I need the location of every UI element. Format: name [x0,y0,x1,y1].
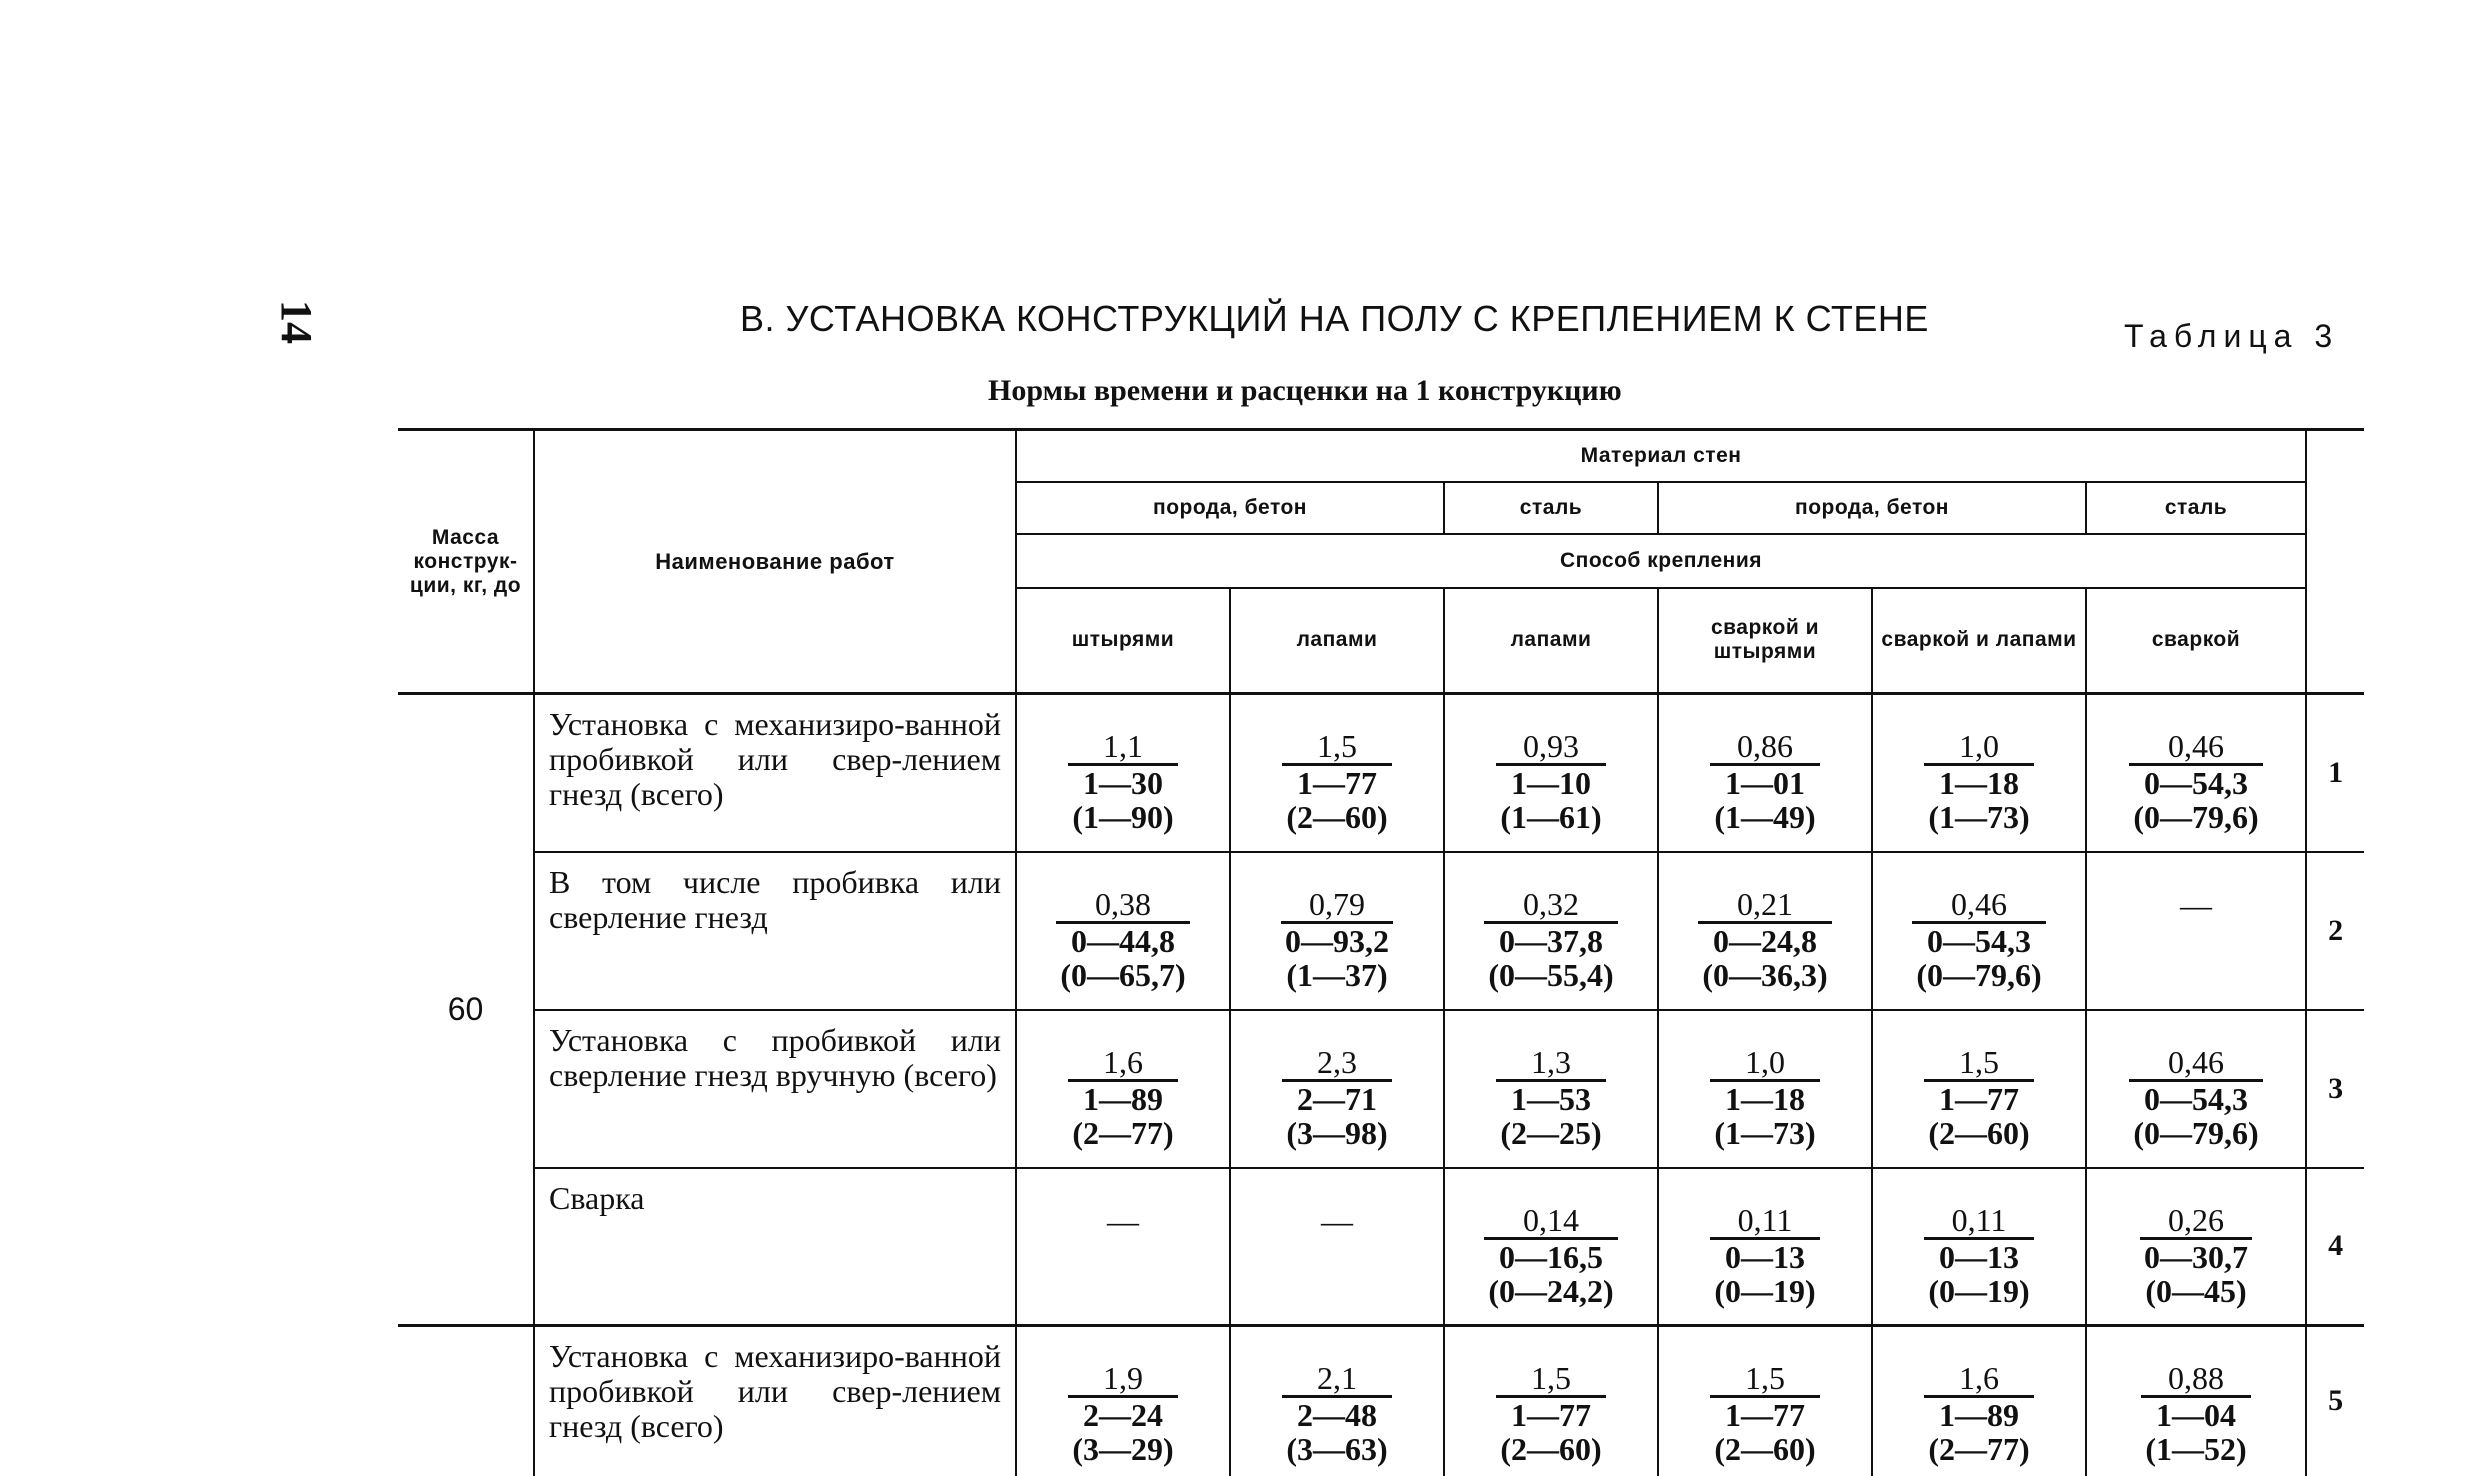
rate-value: 0—13 [1939,1238,2019,1275]
norm-fraction [1068,729,1177,834]
norm-fraction [1924,1361,2033,1466]
header-method: лапами [1230,588,1444,694]
time-norm: 1,5 [1710,1361,1819,1398]
header-mass: Масса конструк-ции, кг, до [398,430,534,694]
rate-value: 0—54,3 [1927,922,2031,959]
time-norm: 1,9 [1068,1361,1177,1398]
rate-value-alt: (2—77) [1072,1114,1174,1151]
rate-value-alt: (1—52) [2145,1431,2247,1467]
rate-value: 1—10 [1511,765,1591,801]
norm-value-cell [2086,1010,2306,1168]
norm-value-cell [1872,1326,2086,1476]
mass-cell [398,1326,534,1476]
norm-fraction [1484,1203,1617,1308]
norm-value-cell [1230,1168,1444,1326]
rate-value: 0—37,8 [1499,922,1603,959]
norm-value-cell [2086,694,2306,852]
rate-value-alt: (0—55,4) [1488,956,1614,993]
rate-value: 1—77 [1511,1397,1591,1433]
norm-fraction [2129,729,2262,834]
rate-value-alt: (0—36,3) [1702,956,1828,993]
rate-value-alt: (0—24,2) [1488,1272,1614,1309]
header-material: порода, бетон [1658,482,2086,534]
rate-value-alt: (0—19) [1928,1272,2030,1309]
norm-fraction [1068,1045,1177,1150]
rate-value-alt: (0—65,7) [1060,956,1186,993]
rate-value: 1—01 [1725,765,1805,801]
norm-fraction [1710,1045,1819,1150]
table-row [398,694,2364,852]
norm-value-cell [1658,1326,1872,1476]
rate-value: 2—24 [1083,1397,1163,1433]
table-row [398,1010,2364,1168]
header-method: штырями [1016,588,1230,694]
norm-fraction [1710,729,1819,834]
rate-value: 0—30,7 [2144,1238,2249,1275]
header-material: сталь [2086,482,2306,534]
header-fastening-method: Способ крепления [1016,534,2306,588]
rate-value-alt: (0—19) [1714,1272,1816,1309]
work-name-cell: Установка с механизиро-ванной пробивкой или свер-лением гнезд (всего) [534,1326,1016,1476]
norm-fraction [1484,887,1617,992]
norm-value-cell [1444,1168,1658,1326]
rate-value-alt: (2—77) [1928,1431,2030,1467]
time-norm: 0,11 [1710,1203,1819,1240]
time-norm: 0,88 [2141,1361,2250,1398]
rate-value: 1—18 [1939,765,2019,801]
norm-value-cell [1444,1326,1658,1476]
time-norm: 1,6 [1068,1045,1177,1082]
rate-value-alt: (3—29) [1072,1431,1174,1467]
norm-fraction [2140,1203,2252,1308]
time-norm: 1,3 [1496,1045,1605,1082]
header-method: сваркой и лапами [1872,588,2086,694]
header-wall-material: Материал стен [1016,430,2306,482]
norm-value-cell [1016,852,1230,1010]
time-norm: 1,5 [1924,1045,2033,1082]
row-number: 2 [2306,852,2364,1010]
norm-fraction [1710,1361,1819,1466]
norm-fraction [1698,887,1831,992]
time-norm: 0,86 [1710,729,1819,766]
work-name-cell: Сварка [534,1168,1016,1326]
table-row [398,1326,2364,1476]
time-norm: 0,46 [2129,1045,2262,1082]
header-method: сваркой и штырями [1658,588,1872,694]
rate-value-alt: (1—90) [1072,799,1174,835]
rate-value-alt: (1—49) [1714,799,1816,835]
rate-value: 0—93,2 [1285,922,1389,959]
row-number: 3 [2306,1010,2364,1168]
norm-fraction [1282,1045,1391,1150]
norm-value-cell [1658,694,1872,852]
time-norm: 0,38 [1056,887,1189,924]
rate-value-alt: (1—37) [1286,956,1388,993]
time-norm: 0,46 [1912,887,2045,924]
time-norm: 0,79 [1281,887,1393,924]
norm-value-cell [1658,1168,1872,1326]
rate-value-alt: (0—45) [2145,1272,2247,1309]
rate-value-alt: (3—63) [1286,1431,1388,1467]
norm-value-cell [1016,1168,1230,1326]
rate-value: 1—04 [2156,1397,2237,1433]
rate-value-alt: (3—98) [1286,1114,1388,1151]
page-number: 14 [272,300,321,344]
header-material: порода, бетон [1016,482,1444,534]
rate-value-alt: (0—79,6) [2133,1114,2259,1151]
time-norm: 1,0 [1710,1045,1819,1082]
rate-value: 1—89 [1083,1080,1163,1117]
norm-value-cell [1230,1326,1444,1476]
rate-value-alt: (2—60) [1286,799,1388,835]
norm-fraction [1068,1361,1177,1466]
norm-fraction [1282,1361,1391,1466]
rate-value-alt: (1—61) [1500,799,1602,835]
norm-value-cell [2086,852,2306,1010]
work-name-cell: Установка с пробивкой или сверление гнезд вручную (всего) [534,1010,1016,1168]
rate-value-alt: (2—60) [1928,1114,2030,1151]
header-work-name: Наименование работ [534,430,1016,694]
work-name-cell: Установка с механизиро-ванной пробивкой или свер-лением гнезд (всего) [534,694,1016,852]
rate-value-alt: (2—60) [1714,1431,1816,1467]
norm-fraction [2129,1045,2262,1150]
rate-value: 1—77 [1939,1080,2019,1117]
norm-value-cell [1872,1010,2086,1168]
norm-value-cell [1444,852,1658,1010]
rate-value: 2—48 [1297,1397,1377,1433]
rate-value: 1—18 [1725,1080,1805,1117]
norm-value-cell [2086,1168,2306,1326]
rate-value: 0—54,3 [2144,1080,2249,1117]
norm-value-cell [1016,1010,1230,1168]
header-method: лапами [1444,588,1658,694]
time-norm: 1,1 [1068,729,1177,766]
norm-value-cell [1872,852,2086,1010]
norm-fraction [1924,1045,2033,1150]
norm-fraction [1281,887,1393,992]
time-norm: 0,46 [2129,729,2262,766]
rate-value: 0—44,8 [1071,922,1175,959]
table-label: Таблица 3 [2124,318,2340,354]
norm-value-cell [1016,1326,1230,1476]
norm-fraction [1282,729,1391,834]
rate-value: 1—77 [1725,1397,1805,1433]
header-material: сталь [1444,482,1658,534]
norm-value-cell [1872,1168,2086,1326]
norms-table [398,428,2364,1476]
rate-value: 0—13 [1725,1238,1805,1275]
table-row [398,852,2364,1010]
norm-value-cell [1230,1010,1444,1168]
dash-placeholder: — [2180,886,2213,923]
rate-value-alt: (0—79,6) [2133,799,2259,835]
dash-placeholder: — [1107,1202,1139,1239]
work-name-cell: В том числе пробивка или сверление гнезд [534,852,1016,1010]
norm-fraction [1056,887,1189,992]
time-norm: 2,1 [1282,1361,1391,1398]
norm-value-cell [1230,852,1444,1010]
time-norm: 0,14 [1484,1203,1617,1240]
section-heading: В. УСТАНОВКА КОНСТРУКЦИЙ НА ПОЛУ С КРЕПЛЕНИЕМ К СТЕНЕ [740,298,1929,339]
norm-fraction [1496,729,1605,834]
header-method: сваркой [2086,588,2306,694]
time-norm: 0,11 [1924,1203,2033,1240]
table-subheading: Нормы времени и расценки на 1 конструкцию [988,374,1622,407]
time-norm: 0,26 [2140,1203,2252,1240]
rate-value: 1—53 [1511,1080,1591,1117]
rate-value: 1—89 [1939,1397,2019,1433]
row-number: 5 [2306,1326,2364,1476]
row-number: 1 [2306,694,2364,852]
time-norm: 1,6 [1924,1361,2033,1398]
rate-value: 0—16,5 [1499,1238,1603,1275]
norm-fraction [2141,1361,2250,1466]
rate-value-alt: (2—25) [1500,1114,1602,1151]
rate-value: 1—77 [1297,765,1377,801]
time-norm: 0,93 [1496,729,1605,766]
rate-value-alt: (1—73) [1714,1114,1816,1151]
norm-value-cell [1230,694,1444,852]
time-norm: 1,5 [1282,729,1391,766]
header-row-number [2306,430,2364,694]
time-norm: 2,3 [1282,1045,1391,1082]
norm-value-cell [1658,852,1872,1010]
norm-fraction [1710,1203,1819,1308]
rate-value: 0—54,3 [2144,765,2249,801]
norm-value-cell [1444,694,1658,852]
time-norm: 0,21 [1698,887,1831,924]
norm-fraction [1924,1203,2033,1308]
norm-value-cell [1444,1010,1658,1168]
time-norm: 1,5 [1496,1361,1605,1398]
rate-value: 2—71 [1297,1080,1377,1117]
mass-cell: 60 [398,694,534,1326]
norm-value-cell [1016,694,1230,852]
norm-fraction [1496,1045,1605,1150]
norm-value-cell [1872,694,2086,852]
norm-value-cell [1658,1010,1872,1168]
rate-value: 0—24,8 [1713,922,1817,959]
norm-value-cell [2086,1326,2306,1476]
rate-value-alt: (2—60) [1500,1431,1602,1467]
rate-value-alt: (0—79,6) [1916,956,2042,993]
time-norm: 0,32 [1484,887,1617,924]
rate-value: 1—30 [1083,765,1163,801]
norm-fraction [1912,887,2045,992]
dash-placeholder: — [1321,1202,1353,1239]
table-row [398,1168,2364,1326]
norm-fraction [1924,729,2033,834]
row-number: 4 [2306,1168,2364,1326]
norm-fraction [1496,1361,1605,1466]
time-norm: 1,0 [1924,729,2033,766]
rate-value-alt: (1—73) [1928,799,2030,835]
